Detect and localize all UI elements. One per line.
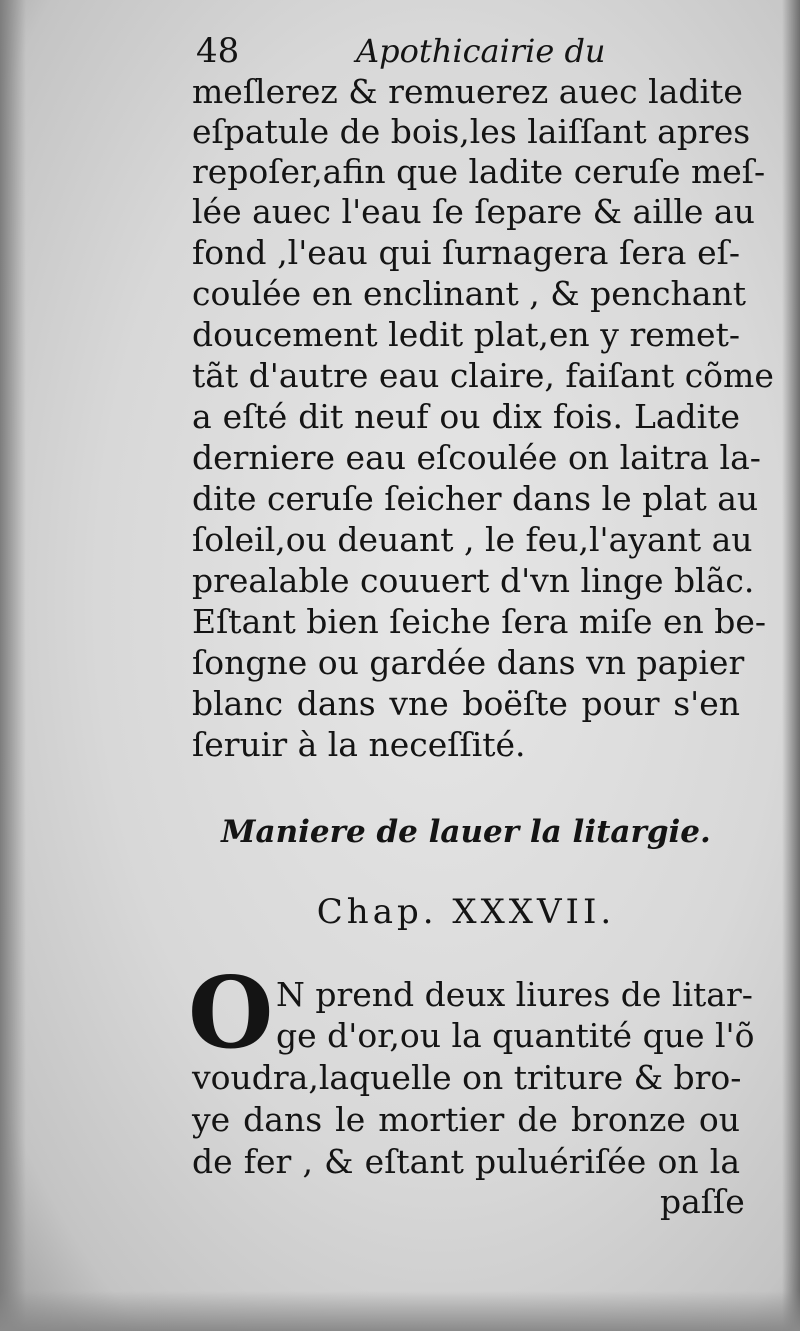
text-line: ye dans le mortier de bronze ou	[192, 1100, 740, 1139]
text-line: ſongne ou gardée dans vn papier	[192, 643, 745, 682]
text-line: voudra,laquelle on triture & bro-	[192, 1058, 742, 1097]
text-line: derniere eau eſcoulée on laitra la-	[192, 438, 761, 477]
text-line: a eſté dit neuf ou dix fois. Ladite	[192, 397, 740, 436]
page-number: 48	[196, 31, 240, 71]
text-line: de fer , & eſtant puluériſée on la	[192, 1142, 740, 1181]
text-line: Eſtant bien ſeiche ſera miſe en be-	[192, 602, 767, 641]
text-line: ge d'or,ou la quantité que l'õ	[276, 1016, 755, 1055]
section-title: Maniere de lauer la litargie.	[221, 814, 711, 850]
drop-cap: O	[188, 956, 274, 1071]
chapter-heading: Chap. XXXVII.	[316, 892, 616, 932]
running-head: Apothicairie du	[356, 32, 606, 70]
page-edge-shadow-left	[0, 0, 26, 1331]
text-line: fond ,l'eau qui ſurnagera ſera eſ-	[192, 233, 740, 272]
text-line: ſeruir à la neceſſité.	[192, 725, 526, 764]
text-line: coulée en enclinant , & penchant	[192, 274, 746, 313]
text-line: blanc dans vne boëſte pour s'en	[192, 684, 740, 723]
text-line: repoſer,afin que ladite ceruſe meſ-	[192, 152, 766, 191]
page-header	[196, 26, 756, 76]
text-line: prealable couuert d'vn linge blãc.	[192, 561, 755, 600]
text-line: doucement ledit plat,en y remet-	[192, 315, 740, 354]
text-line: tãt d'autre eau claire, faiſant cõme	[192, 356, 774, 395]
text-line: N prend deux liures de litar-	[276, 975, 753, 1014]
catchword: paſſe	[660, 1182, 745, 1221]
text-line: meſlerez & remuerez auec ladite	[192, 72, 743, 111]
page-edge-shadow-right	[782, 0, 800, 1331]
text-line: eſpatule de bois,les laiſſant apres	[192, 112, 751, 151]
page-edge-shadow-bottom	[0, 1291, 800, 1331]
text-line: ſoleil,ou deuant , le feu,l'ayant au	[192, 520, 753, 559]
text-line: lée auec l'eau ſe ſepare & aille au	[192, 192, 755, 231]
text-line: dite ceruſe ſeicher dans le plat au	[192, 479, 759, 518]
